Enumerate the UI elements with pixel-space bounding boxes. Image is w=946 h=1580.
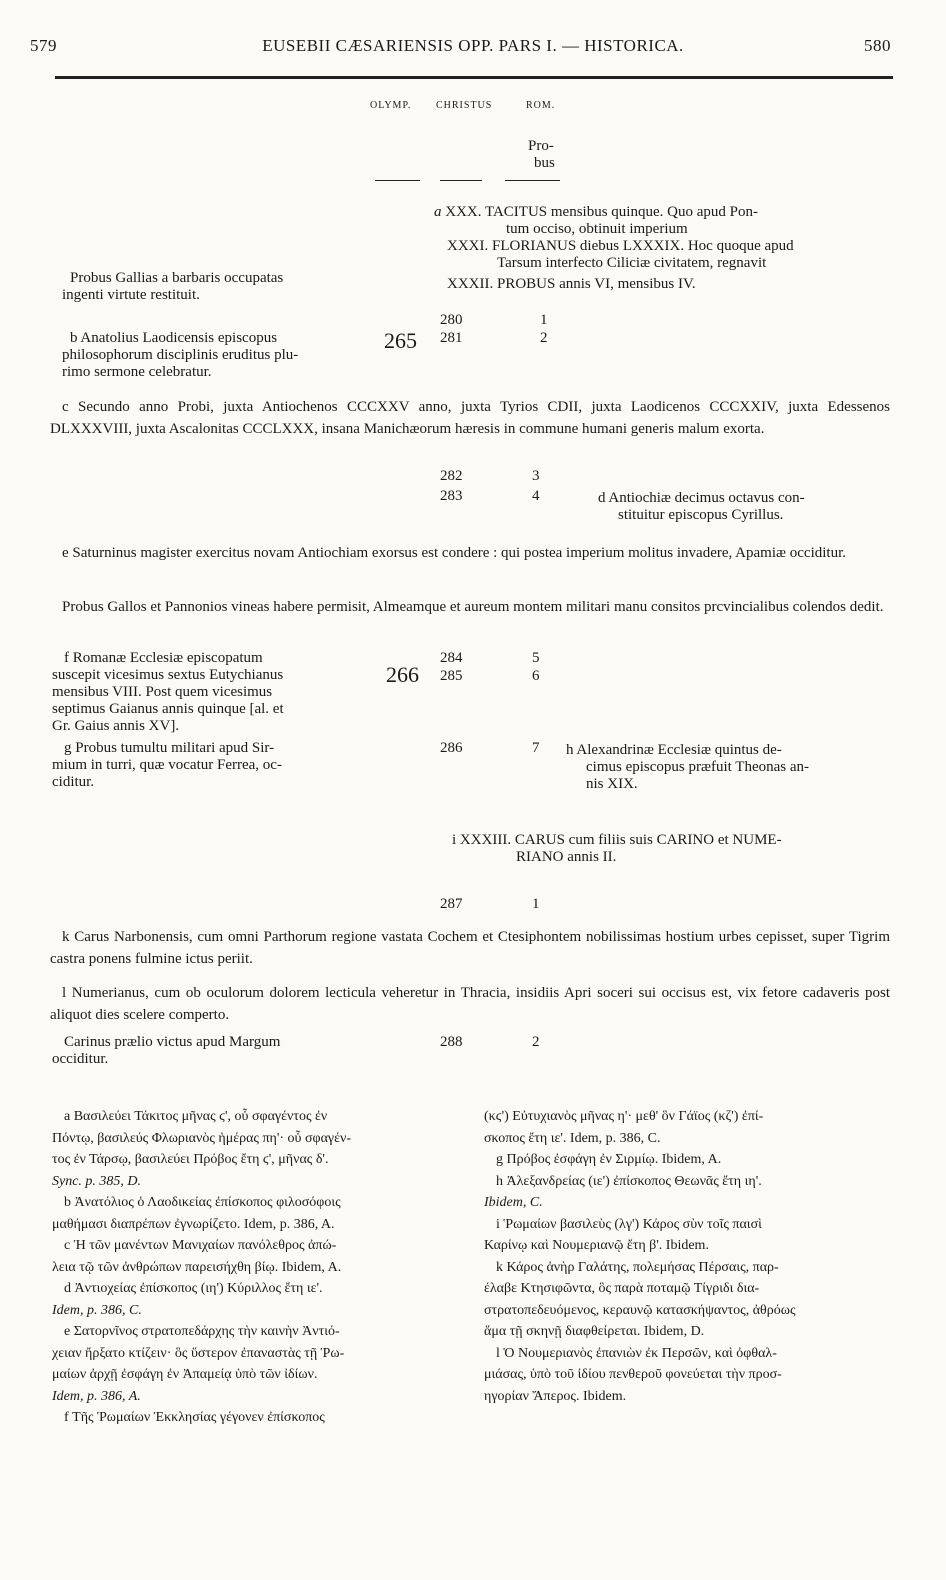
year-christus: 288 [440, 1034, 463, 1050]
note-antiochiae: d Antiochiæ decimus octavus con- stituitur episcopus Cyrillus. [598, 490, 805, 523]
divider-christus [440, 180, 482, 181]
greek-note-f-cont: (κϛ') Εὐτυχιανὸς μῆνας η'· μεθ' ὃν Γάϊος (κζ') ἐπί- σκοπος ἔτη ιε'. Idem, p. 386, C. [484, 1109, 764, 1146]
year-rom: 6 [532, 668, 540, 684]
col-rom-sub-1: Pro- [528, 138, 554, 154]
greek-note-k: k Κάρος ἀνὴρ Γαλάτης, πολεμήσας Πέρσαις, παρ- έλαβε Κτησιφῶντα, ὃς παρὰ ποταμῷ Τίγριδι δια- στρατοπεδευόμενος, κεραυνῷ κατασκήψαντος, ἀθρόως ἅμα τῇ σκηνῇ διαφθείρεται. Ibidem, D. [484, 1259, 796, 1339]
note-anatolius: b Anatolius Laodicensis episcopus philosophorum disciplinis eruditus plu- rimo sermone celebratur. [62, 330, 299, 380]
year-christus: 280 [440, 312, 463, 328]
running-title: EUSEBII CÆSARIENSIS OPP. PARS I. — HISTORICA. [262, 36, 684, 55]
reign-probus: XXXII. PROBUS annis VI, mensibus IV. [447, 276, 696, 292]
page-number-left: 579 [30, 36, 57, 55]
note-probus-gallias: Probus Gallias a barbaris occupatas ingenti virtute restituit. [62, 270, 284, 303]
para-probus-gallos: Probus Gallos et Pannonios vineas habere permisit, Almeamque et aureum montem militari manu consitos prcvincialibus colendos dedit. [62, 599, 884, 615]
divider-olymp [375, 180, 420, 181]
para-numerianus: l Numerianus, cum ob oculorum dolorem lecticula veheretur in Thracia, insidiis Apri soceri sui occisus est, vix fetore cadaveris post aliquot dies scelere comperto. [50, 985, 890, 1023]
col-rom: ROM. [526, 100, 556, 111]
col-olymp: OLYMP. [370, 100, 412, 111]
greek-notes-left [52, 1106, 462, 1429]
para-saturninus: e Saturninus magister exercitus novam Antiochiam exorsus est condere : qui postea imperium molitus invadere, Apamiæ occiditur. [62, 545, 846, 561]
year-rom: 1 [532, 896, 540, 912]
greek-notes-right [484, 1106, 894, 1407]
greek-note-l: l Ὁ Νουμεριανὸς ἐπανιὼν ἐκ Περσῶν, καὶ ὀφθαλ- μιάσας, ὑπὸ τοῦ ἰδίου πενθεροῦ φονεύεται τὴν προσ- ηγορίαν Ἄπερος. Ibidem. [484, 1345, 782, 1404]
olympiad-266: 266 [386, 662, 419, 687]
year-christus: 286 [440, 740, 463, 756]
greek-note-h: h Ἀλεξανδρείας (ιε') ἐπίσκοπος Θεωνᾶς ἔτη ιη'. Ibidem, C. [484, 1173, 762, 1210]
reign-tacitus: a XXX. TACITUS mensibus quinque. Quo apud Pon- tum occiso, obtinuit imperium [434, 204, 758, 237]
note-romanae-ecclesiae: f Romanæ Ecclesiæ episcopatum suscepit vicesimus sextus Eutychianus mensibus VIII. Post quem vicesimus septimus Gaianus annis quinque [al. et Gr. Gaius annis XV]. [52, 650, 284, 734]
olympiad-265: 265 [384, 328, 417, 353]
greek-note-e: e Σατορνῖνος στρατοπεδάρχης τὴν καινὴν Ἀντιό- χειαν ἤρξατο κτίζειν· ὃς ὕστερον ἐπαναστὰς τῇ Ῥω- μαίων ἀρχῇ ἐσφάγη ἐν Ἀπαμείᾳ ὑπὸ τῶν ἰδίων. Idem, p. 386, A. [52, 1324, 345, 1404]
year-christus: 283 [440, 488, 463, 504]
col-christus: CHRISTUS [436, 100, 493, 111]
reign-carus: i XXXIII. CARUS cum filiis suis CARINO et NUME- RIANO annis II. [452, 832, 782, 865]
note-carinus: Carinus prælio victus apud Margum occiditur. [52, 1034, 281, 1067]
greek-note-b: b Ἀνατόλιος ὁ Λαοδικείας ἐπίσκοπος φιλοσόφοις μαθήμασι διαπρέπων ἐγνωρίζετο. Idem, p. 386, A. [52, 1195, 341, 1232]
year-christus: 282 [440, 468, 463, 484]
year-rom: 1 [540, 312, 548, 328]
year-christus: 281 [440, 330, 463, 346]
page-number-right: 580 [864, 36, 891, 55]
note-probus-tumultu: g Probus tumultu militari apud Sir- mium in turri, quæ vocatur Ferrea, oc- ciditur. [52, 740, 282, 790]
para-secundo: c Secundo anno Probi, juxta Antiochenos CCCXXV anno, juxta Tyrios CDII, juxta Laodicenos CCCXXIV, juxta Edessenos DLXXXVIII, juxta Ascalonitas CCCLXXX, insana Manichæorum hæresis in commune humani generis malum exorta. [50, 399, 890, 437]
para-carus: k Carus Narbonensis, cum omni Parthorum regione vastata Cochem et Ctesiphontem nobilissimas hostium urbes cepisset, super Tigrim castra ponens fulmine ictus periit. [50, 929, 890, 967]
year-christus: 284 [440, 650, 463, 666]
greek-note-i: i Ῥωμαίων βασιλεὺς (λγ') Κάρος σὺν τοῖς παισὶ Καρίνῳ καὶ Νουμεριανῷ ἔτη β'. Ibidem. [484, 1216, 762, 1253]
greek-note-d: d Ἀντιοχείας ἐπίσκοπος (ιη') Κύριλλος ἔτη ιε'. Idem, p. 386, C. [52, 1281, 323, 1318]
year-christus: 287 [440, 896, 463, 912]
greek-note-c: c Ἡ τῶν μανέντων Μανιχαίων πανόλεθρος ἀπώ- λεια τῷ τῶν ἀνθρώπων παρεισήχθη βίῳ. Ibidem, A. [52, 1238, 342, 1275]
header-rule [55, 76, 893, 79]
greek-note-f: f Τῆς Ῥωμαίων Ἐκκλησίας γέγονεν ἐπίσκοπος [64, 1410, 325, 1425]
year-rom: 2 [532, 1034, 540, 1050]
year-rom: 7 [532, 740, 540, 756]
year-rom: 5 [532, 650, 540, 666]
greek-note-g: g Πρόβος ἐσφάγη ἐν Σιρμίῳ. Ibidem, A. [496, 1152, 722, 1167]
year-rom: 2 [540, 330, 548, 346]
divider-rom [505, 180, 560, 181]
year-christus: 285 [440, 668, 463, 684]
year-rom: 3 [532, 468, 540, 484]
greek-note-a: a Βασιλεύει Τάκιτος μῆνας ϛ', οὗ σφαγέντος ἐν Πόντῳ, βασιλεύς Φλωριανὸς ἡμέρας πη'· οὗ σφαγέν- τος ἐν Τάρσῳ, βασιλεύει Πρόβος ἔτη ϛ', μῆνας δ'. Sync. p. 385, D. [52, 1109, 351, 1189]
reign-florianus: XXXI. FLORIANUS diebus LXXXIX. Hoc quoque apud Tarsum interfecto Ciliciæ civitatem, regnavit [447, 238, 794, 271]
year-rom: 4 [532, 488, 540, 504]
note-alexandrinae: h Alexandrinæ Ecclesiæ quintus de- cimus episcopus præfuit Theonas an- nis XIX. [566, 742, 810, 792]
col-rom-sub-2: bus [534, 155, 555, 171]
